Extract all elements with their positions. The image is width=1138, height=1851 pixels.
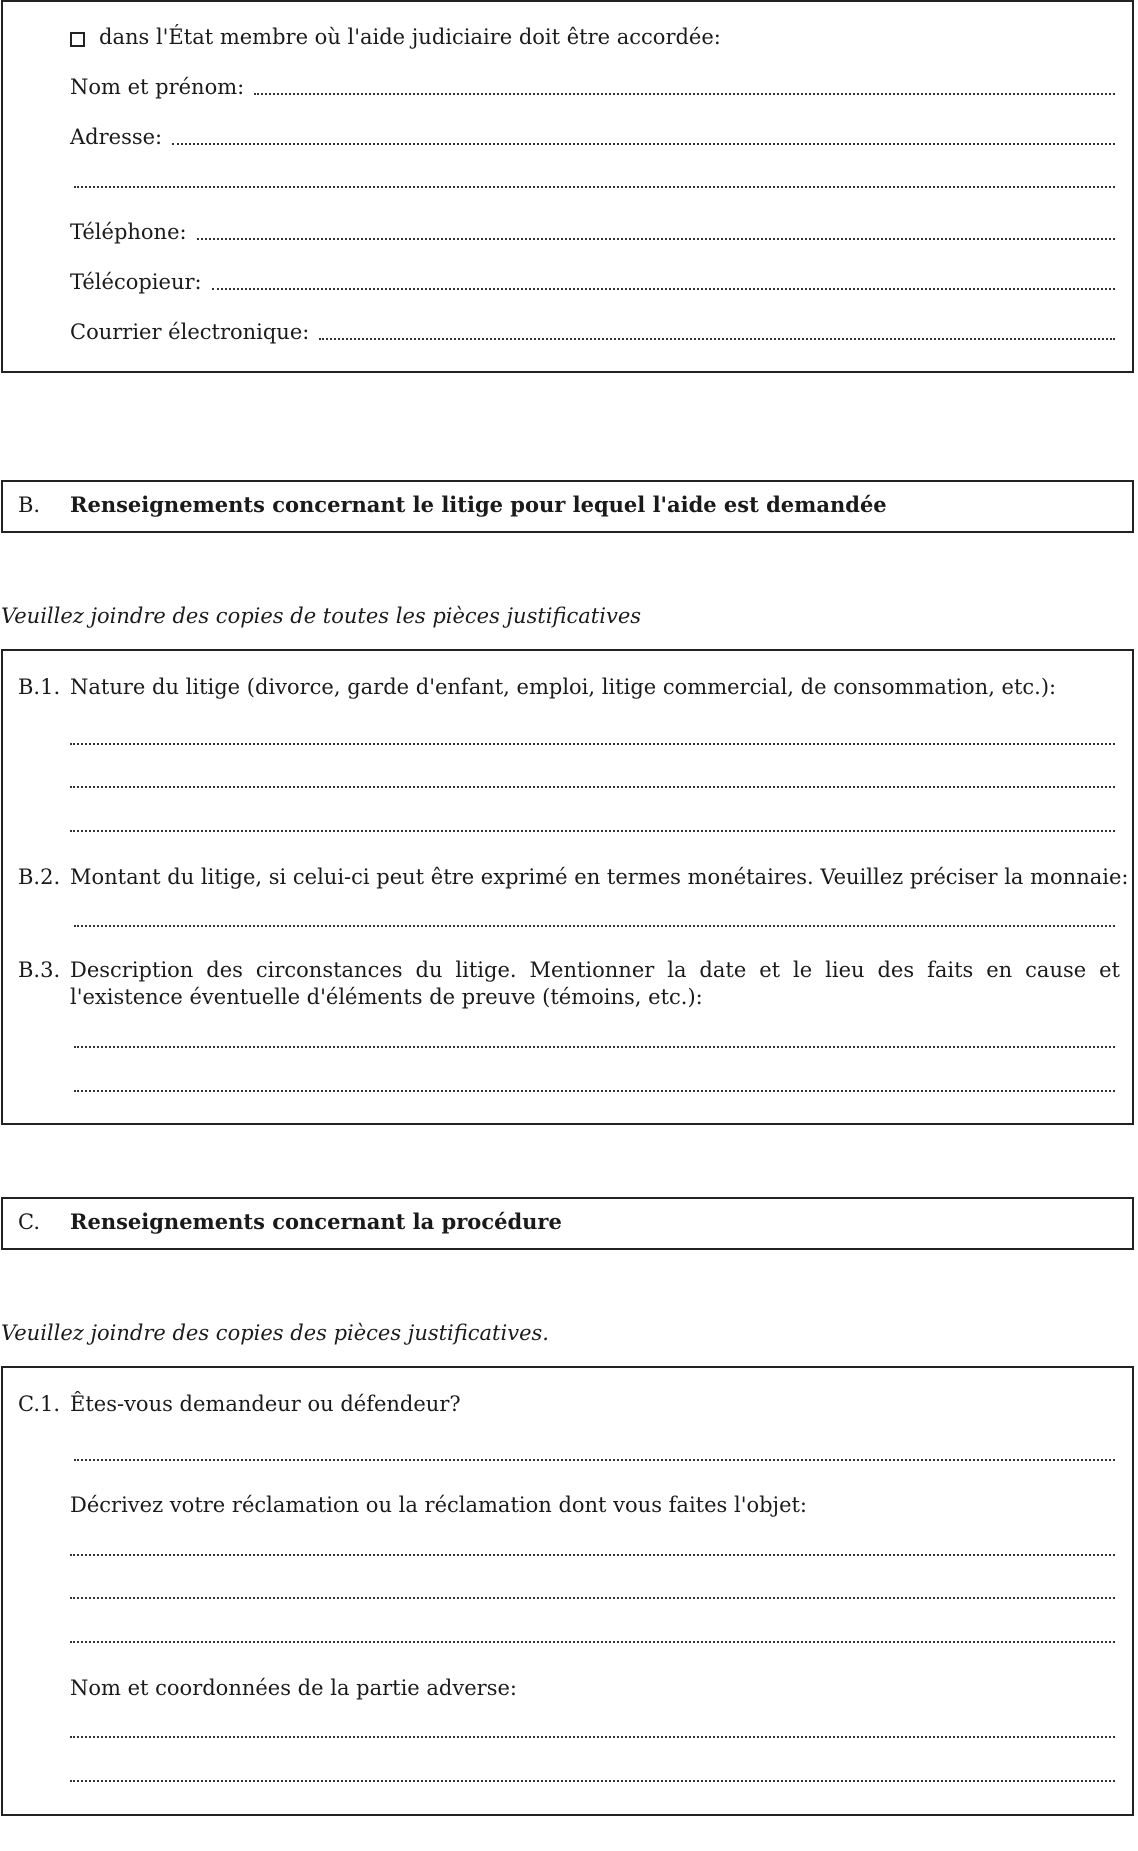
b1-text: Nature du litige (divorce, garde d'enfant, emploi, litige commercial, de consommation, etc.):	[70, 675, 1057, 699]
b2-text: Montant du litige, si celui-ci peut être exprimé en termes monétaires. Veuillez préciser la monnaie:	[70, 865, 1129, 889]
address-label: Adresse:	[70, 125, 163, 149]
address-field[interactable]	[172, 142, 1115, 145]
c1-question: Êtes-vous demandeur ou défendeur?	[70, 1392, 461, 1416]
fax-field[interactable]	[212, 287, 1115, 290]
phone-field[interactable]	[197, 237, 1115, 240]
checkbox-icon[interactable]	[70, 32, 85, 47]
c1-opponent-line-2[interactable]	[70, 1780, 1115, 1782]
email-field[interactable]	[319, 337, 1115, 340]
b3-answer-line-2[interactable]	[74, 1090, 1115, 1092]
c1-claim-label: Décrivez votre réclamation ou la réclamation dont vous faites l'objet:	[70, 1493, 808, 1517]
c1-opponent-label: Nom et coordonnées de la partie adverse:	[70, 1676, 517, 1700]
b3-number: B.3.	[18, 958, 61, 982]
b1-number: B.1.	[18, 675, 61, 699]
phone-field-row[interactable]	[70, 219, 1115, 245]
email-field-row[interactable]	[70, 319, 1115, 345]
section-c-title: Renseignements concernant la procédure	[70, 1209, 562, 1234]
section-c-body	[1, 1366, 1134, 1816]
address-field-row[interactable]	[70, 124, 1115, 150]
fax-label: Télécopieur:	[70, 270, 202, 294]
name-label: Nom et prénom:	[70, 75, 245, 99]
section-c-instruction: Veuillez joindre des copies des pièces justificatives.	[1, 1321, 549, 1345]
name-field-row[interactable]	[70, 74, 1115, 100]
c1-claim-line-3[interactable]	[70, 1641, 1115, 1643]
c1-answer-line[interactable]	[74, 1459, 1115, 1461]
b1-answer-line-3[interactable]	[70, 830, 1115, 832]
phone-label: Téléphone:	[70, 220, 187, 244]
fax-field-row[interactable]	[70, 269, 1115, 295]
b1-answer-line-1[interactable]	[70, 743, 1115, 745]
b1-answer-line-2[interactable]	[70, 786, 1115, 788]
b3-text: Description des circonstances du litige. Mentionner la date et le lieu des faits en cause et l'existence éventuelle d'éléments de preuve (témoins, etc.):	[70, 958, 1120, 1009]
c1-opponent-line-1[interactable]	[70, 1736, 1115, 1738]
name-field[interactable]	[254, 92, 1115, 95]
section-b-instruction: Veuillez joindre des copies de toutes les pièces justificatives	[1, 604, 642, 628]
b2-number: B.2.	[18, 865, 61, 889]
c1-number: C.1.	[18, 1392, 61, 1416]
section-c-letter: C.	[18, 1210, 40, 1234]
c1-claim-line-2[interactable]	[70, 1597, 1115, 1599]
b2-answer-line[interactable]	[74, 925, 1115, 927]
section-b-title: Renseignements concernant le litige pour lequel l'aide est demandée	[70, 492, 887, 517]
address-field-line-2[interactable]	[74, 186, 1115, 188]
section-b-letter: B.	[18, 493, 41, 517]
checkbox-row[interactable]	[70, 24, 721, 50]
c1-claim-line-1[interactable]	[70, 1554, 1115, 1556]
b3-answer-line-1[interactable]	[74, 1046, 1115, 1048]
email-label: Courrier électronique:	[70, 320, 310, 344]
checkbox-label: dans l'État membre où l'aide judiciaire doit être accordée:	[99, 25, 721, 49]
